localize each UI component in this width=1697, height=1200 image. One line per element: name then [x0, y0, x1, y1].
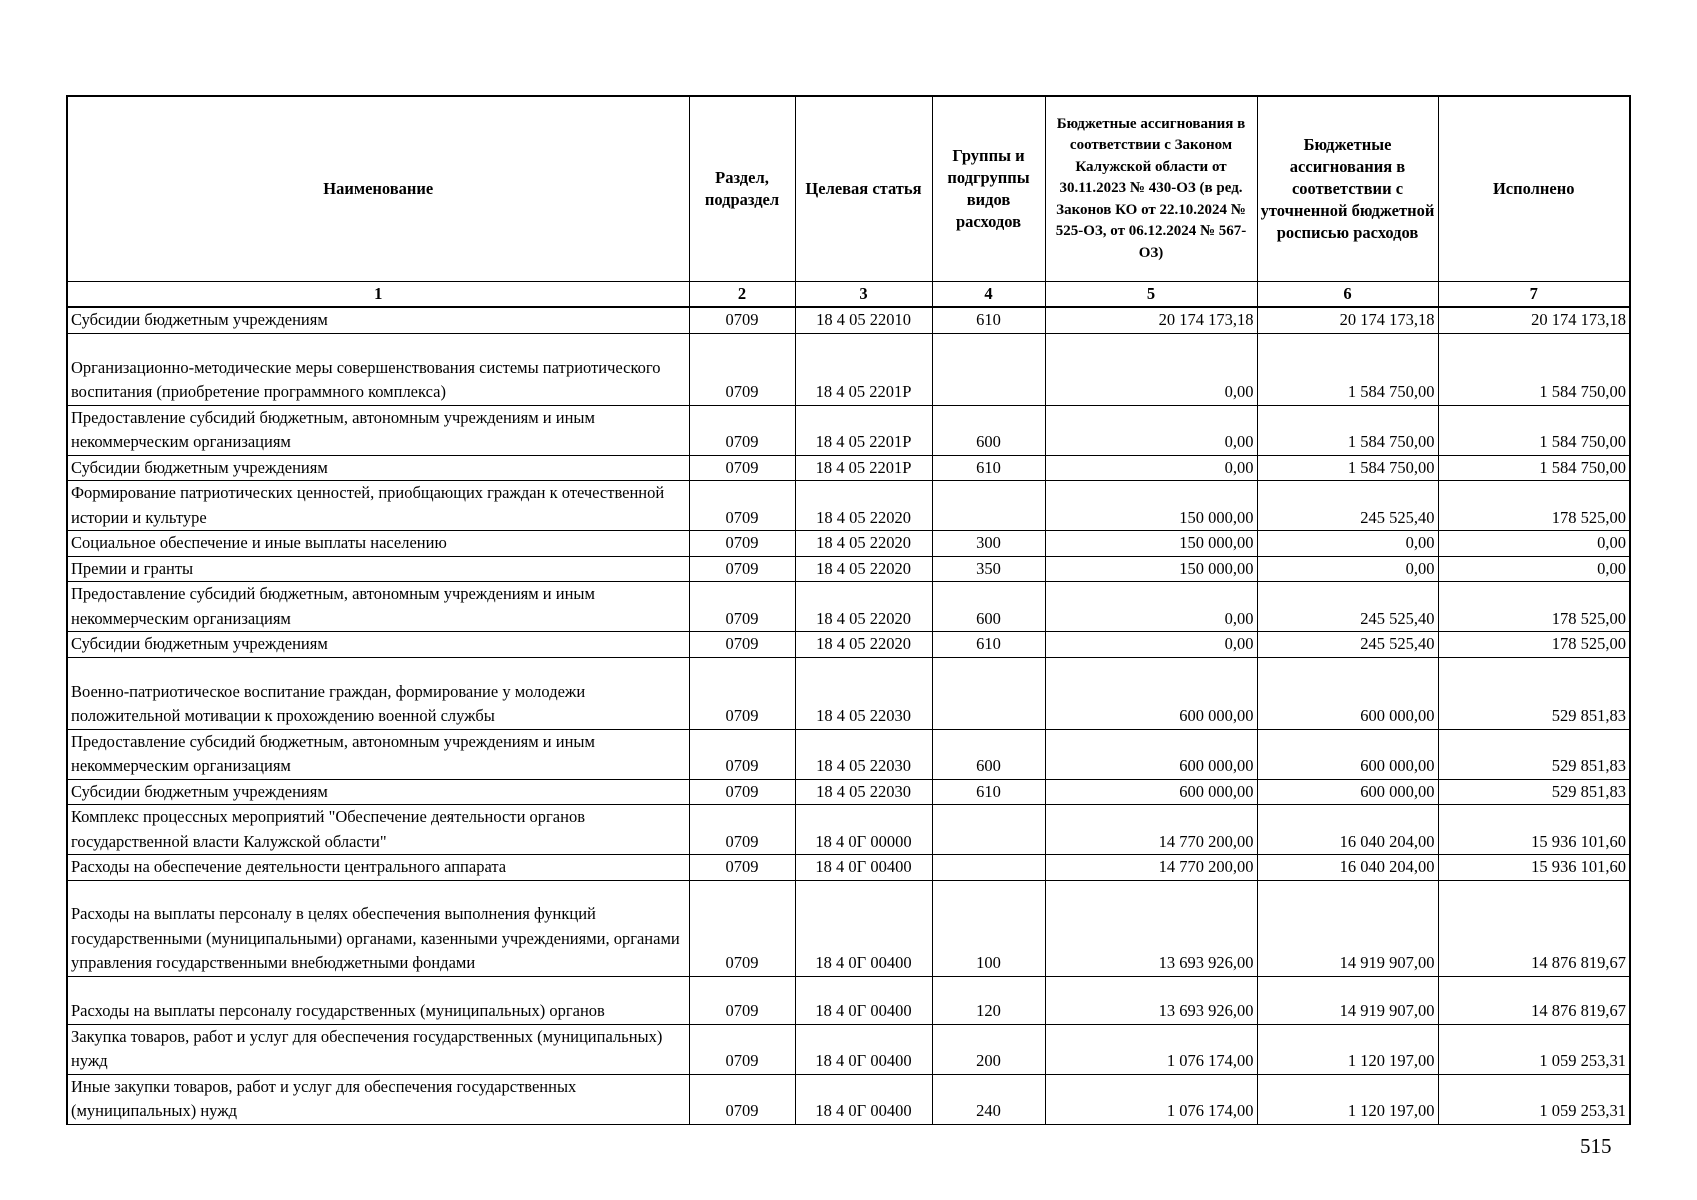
row-executed: 0,00	[1438, 556, 1630, 582]
row-name: Расходы на выплаты персоналу в целях обеспечения выполнения функций государственными (муниципальными) органами, казенными учреждениями, органами управления государственными внебюджетными фондами	[67, 880, 689, 976]
table-row	[67, 657, 1630, 729]
header-row	[67, 96, 1630, 282]
table-row	[67, 1024, 1630, 1074]
row-executed: 1 584 750,00	[1438, 405, 1630, 455]
header-law-allocation: Бюджетные ассигнования в соответствии с Законом Калужской области от 30.11.2023 № 430-ОЗ (в ред. Законов КО от 22.10.2024 № 525-ОЗ, от 06.12.2024 № 567-ОЗ)	[1045, 96, 1257, 282]
row-law-allocation: 14 770 200,00	[1045, 805, 1257, 855]
row-executed: 178 525,00	[1438, 632, 1630, 658]
row-plan-allocation: 245 525,40	[1257, 582, 1438, 632]
row-name: Организационно-методические меры совершенствования системы патриотического воспитания (приобретение программного комплекса)	[67, 333, 689, 405]
row-target-article: 18 4 05 2201Р	[795, 455, 932, 481]
row-executed: 529 851,83	[1438, 657, 1630, 729]
budget-table	[66, 95, 1631, 1125]
row-name: Субсидии бюджетным учреждениям	[67, 632, 689, 658]
header-target-article: Целевая статья	[795, 96, 932, 282]
row-section: 0709	[689, 632, 795, 658]
row-executed: 15 936 101,60	[1438, 855, 1630, 881]
row-plan-allocation: 1 120 197,00	[1257, 1024, 1438, 1074]
header-plan-allocation: Бюджетные ассигнования в соответствии с уточненной бюджетной росписью расходов	[1257, 96, 1438, 282]
row-section: 0709	[689, 1074, 795, 1124]
row-name: Субсидии бюджетным учреждениям	[67, 779, 689, 805]
row-target-article: 18 4 0Г 00400	[795, 855, 932, 881]
column-number: 6	[1257, 282, 1438, 308]
row-law-allocation: 0,00	[1045, 333, 1257, 405]
row-section: 0709	[689, 405, 795, 455]
row-target-article: 18 4 05 22020	[795, 632, 932, 658]
row-plan-allocation: 16 040 204,00	[1257, 805, 1438, 855]
row-plan-allocation: 14 919 907,00	[1257, 880, 1438, 976]
row-expense-group: 350	[932, 556, 1045, 582]
row-name: Предоставление субсидий бюджетным, автономным учреждениям и иным некоммерческим организациям	[67, 405, 689, 455]
row-section: 0709	[689, 307, 795, 333]
row-section: 0709	[689, 729, 795, 779]
row-expense-group: 610	[932, 632, 1045, 658]
row-executed: 1 059 253,31	[1438, 1024, 1630, 1074]
row-expense-group	[932, 657, 1045, 729]
row-executed: 178 525,00	[1438, 481, 1630, 531]
row-plan-allocation: 20 174 173,18	[1257, 307, 1438, 333]
column-number: 5	[1045, 282, 1257, 308]
row-plan-allocation: 0,00	[1257, 531, 1438, 557]
row-law-allocation: 150 000,00	[1045, 481, 1257, 531]
column-number: 2	[689, 282, 795, 308]
row-law-allocation: 1 076 174,00	[1045, 1074, 1257, 1124]
row-expense-group: 600	[932, 405, 1045, 455]
row-expense-group: 240	[932, 1074, 1045, 1124]
row-executed: 20 174 173,18	[1438, 307, 1630, 333]
table-row	[67, 632, 1630, 658]
row-law-allocation: 13 693 926,00	[1045, 976, 1257, 1024]
row-target-article: 18 4 05 22020	[795, 481, 932, 531]
header-name: Наименование	[67, 96, 689, 282]
row-expense-group	[932, 333, 1045, 405]
row-target-article: 18 4 0Г 00400	[795, 880, 932, 976]
row-law-allocation: 600 000,00	[1045, 779, 1257, 805]
row-law-allocation: 0,00	[1045, 455, 1257, 481]
row-executed: 1 584 750,00	[1438, 333, 1630, 405]
row-plan-allocation: 600 000,00	[1257, 779, 1438, 805]
row-law-allocation: 600 000,00	[1045, 657, 1257, 729]
row-plan-allocation: 1 120 197,00	[1257, 1074, 1438, 1124]
row-executed: 529 851,83	[1438, 779, 1630, 805]
row-law-allocation: 150 000,00	[1045, 531, 1257, 557]
row-target-article: 18 4 0Г 00000	[795, 805, 932, 855]
row-expense-group: 610	[932, 455, 1045, 481]
row-plan-allocation: 1 584 750,00	[1257, 455, 1438, 481]
row-executed: 178 525,00	[1438, 582, 1630, 632]
column-number: 7	[1438, 282, 1630, 308]
table-row	[67, 1074, 1630, 1124]
row-law-allocation: 0,00	[1045, 582, 1257, 632]
row-section: 0709	[689, 657, 795, 729]
table-row	[67, 729, 1630, 779]
table-row	[67, 855, 1630, 881]
row-name: Социальное обеспечение и иные выплаты населению	[67, 531, 689, 557]
row-law-allocation: 150 000,00	[1045, 556, 1257, 582]
header-section: Раздел, подраздел	[689, 96, 795, 282]
table-row	[67, 481, 1630, 531]
column-number: 1	[67, 282, 689, 308]
row-section: 0709	[689, 779, 795, 805]
table-row	[67, 880, 1630, 976]
row-name: Комплекс процессных мероприятий "Обеспечение деятельности органов государственной власти Калужской области"	[67, 805, 689, 855]
row-name: Предоставление субсидий бюджетным, автономным учреждениям и иным некоммерческим организациям	[67, 582, 689, 632]
row-executed: 0,00	[1438, 531, 1630, 557]
row-law-allocation: 0,00	[1045, 632, 1257, 658]
row-law-allocation: 600 000,00	[1045, 729, 1257, 779]
row-law-allocation: 13 693 926,00	[1045, 880, 1257, 976]
row-executed: 1 059 253,31	[1438, 1074, 1630, 1124]
row-name: Военно-патриотическое воспитание граждан, формирование у молодежи положительной мотивации к прохождению военной службы	[67, 657, 689, 729]
row-name: Субсидии бюджетным учреждениям	[67, 307, 689, 333]
row-executed: 1 584 750,00	[1438, 455, 1630, 481]
row-target-article: 18 4 05 22020	[795, 531, 932, 557]
table-row	[67, 333, 1630, 405]
table-row	[67, 805, 1630, 855]
row-plan-allocation: 1 584 750,00	[1257, 333, 1438, 405]
row-expense-group: 200	[932, 1024, 1045, 1074]
row-law-allocation: 0,00	[1045, 405, 1257, 455]
row-law-allocation: 14 770 200,00	[1045, 855, 1257, 881]
column-number: 3	[795, 282, 932, 308]
row-law-allocation: 1 076 174,00	[1045, 1024, 1257, 1074]
row-plan-allocation: 16 040 204,00	[1257, 855, 1438, 881]
row-section: 0709	[689, 455, 795, 481]
row-section: 0709	[689, 880, 795, 976]
row-expense-group: 600	[932, 729, 1045, 779]
row-section: 0709	[689, 976, 795, 1024]
row-expense-group	[932, 805, 1045, 855]
row-expense-group	[932, 855, 1045, 881]
row-expense-group	[932, 481, 1045, 531]
row-target-article: 18 4 05 22020	[795, 582, 932, 632]
row-name: Предоставление субсидий бюджетным, автономным учреждениям и иным некоммерческим организациям	[67, 729, 689, 779]
row-plan-allocation: 245 525,40	[1257, 481, 1438, 531]
row-name: Премии и гранты	[67, 556, 689, 582]
row-expense-group: 600	[932, 582, 1045, 632]
row-plan-allocation: 1 584 750,00	[1257, 405, 1438, 455]
row-target-article: 18 4 05 22010	[795, 307, 932, 333]
row-target-article: 18 4 05 22030	[795, 657, 932, 729]
row-law-allocation: 20 174 173,18	[1045, 307, 1257, 333]
row-expense-group: 610	[932, 779, 1045, 805]
row-section: 0709	[689, 1024, 795, 1074]
header-expense-group: Группы и подгруппы видов расходов	[932, 96, 1045, 282]
row-name: Иные закупки товаров, работ и услуг для обеспечения государственных (муниципальных) нужд	[67, 1074, 689, 1124]
table-body	[67, 307, 1630, 1124]
row-target-article: 18 4 05 22030	[795, 729, 932, 779]
row-executed: 14 876 819,67	[1438, 976, 1630, 1024]
row-plan-allocation: 14 919 907,00	[1257, 976, 1438, 1024]
column-number-row	[67, 282, 1630, 308]
row-expense-group: 120	[932, 976, 1045, 1024]
table-row	[67, 405, 1630, 455]
row-target-article: 18 4 05 2201Р	[795, 333, 932, 405]
row-target-article: 18 4 05 2201Р	[795, 405, 932, 455]
row-section: 0709	[689, 582, 795, 632]
row-target-article: 18 4 0Г 00400	[795, 976, 932, 1024]
table-row	[67, 556, 1630, 582]
row-name: Расходы на выплаты персоналу государственных (муниципальных) органов	[67, 976, 689, 1024]
table-row	[67, 582, 1630, 632]
row-name: Формирование патриотических ценностей, приобщающих граждан к отечественной истории и культуре	[67, 481, 689, 531]
row-section: 0709	[689, 855, 795, 881]
table-row	[67, 531, 1630, 557]
row-executed: 529 851,83	[1438, 729, 1630, 779]
row-plan-allocation: 600 000,00	[1257, 657, 1438, 729]
row-expense-group: 300	[932, 531, 1045, 557]
row-section: 0709	[689, 481, 795, 531]
row-section: 0709	[689, 333, 795, 405]
page-number: 515	[1580, 1134, 1612, 1158]
table-row	[67, 307, 1630, 333]
table-row	[67, 779, 1630, 805]
row-name: Субсидии бюджетным учреждениям	[67, 455, 689, 481]
row-section: 0709	[689, 531, 795, 557]
table-row	[67, 455, 1630, 481]
row-section: 0709	[689, 556, 795, 582]
row-executed: 14 876 819,67	[1438, 880, 1630, 976]
row-expense-group: 100	[932, 880, 1045, 976]
row-target-article: 18 4 0Г 00400	[795, 1024, 932, 1074]
row-target-article: 18 4 05 22020	[795, 556, 932, 582]
row-name: Расходы на обеспечение деятельности центрального аппарата	[67, 855, 689, 881]
row-target-article: 18 4 05 22030	[795, 779, 932, 805]
row-expense-group: 610	[932, 307, 1045, 333]
row-target-article: 18 4 0Г 00400	[795, 1074, 932, 1124]
table-row	[67, 976, 1630, 1024]
column-number: 4	[932, 282, 1045, 308]
row-section: 0709	[689, 805, 795, 855]
row-name: Закупка товаров, работ и услуг для обеспечения государственных (муниципальных) нужд	[67, 1024, 689, 1074]
row-plan-allocation: 245 525,40	[1257, 632, 1438, 658]
row-plan-allocation: 0,00	[1257, 556, 1438, 582]
row-executed: 15 936 101,60	[1438, 805, 1630, 855]
header-executed: Исполнено	[1438, 96, 1630, 282]
row-plan-allocation: 600 000,00	[1257, 729, 1438, 779]
